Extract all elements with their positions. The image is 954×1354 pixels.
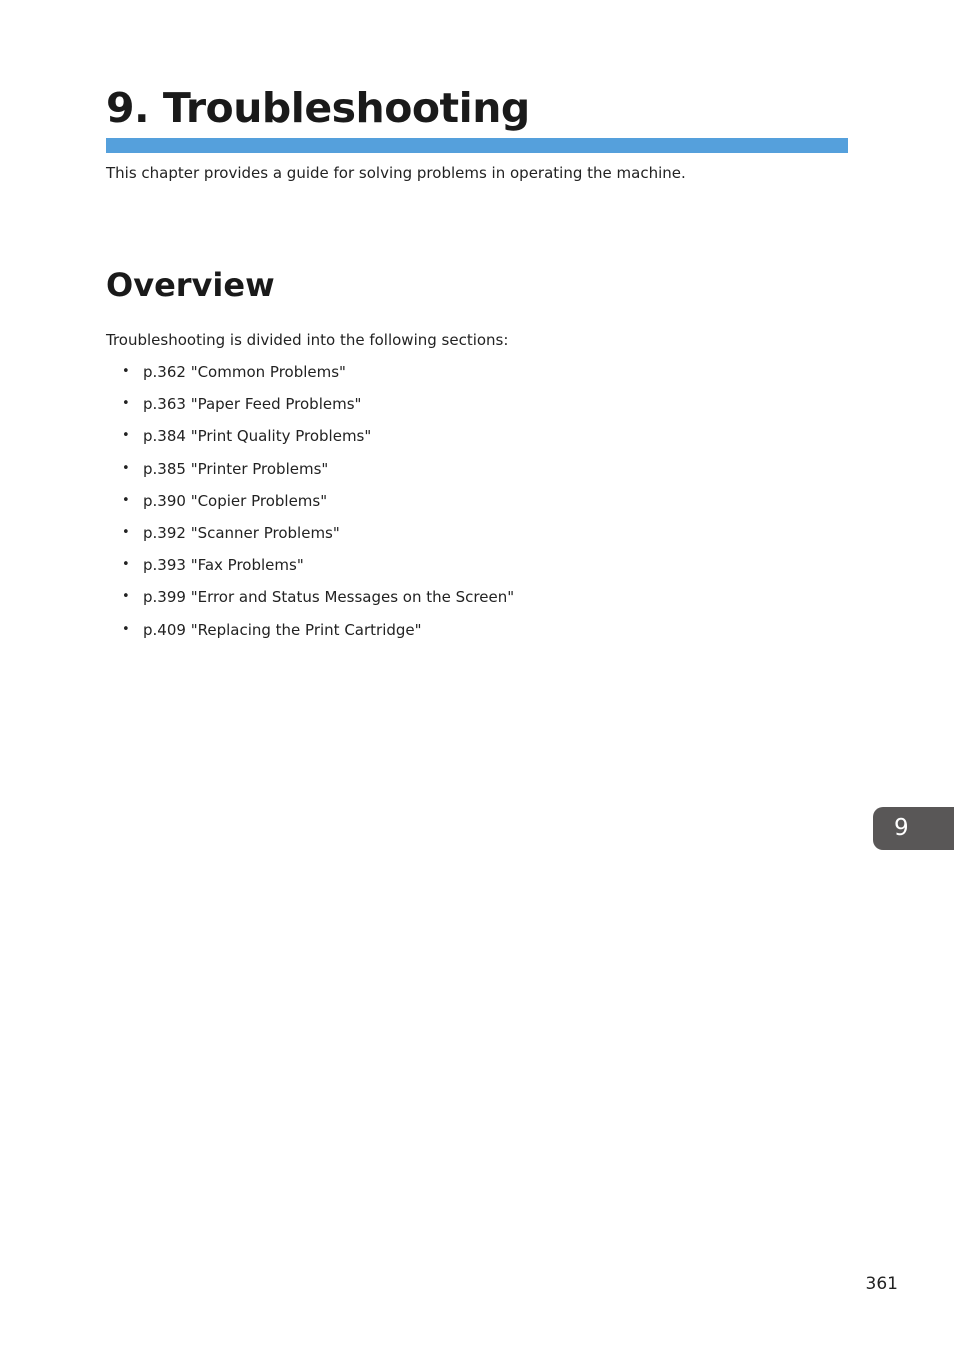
section-link[interactable]: p.362 "Common Problems" [143,363,346,381]
chapter-side-tab [873,807,954,850]
list-item [106,490,514,522]
chapter-title: 9. Troubleshooting [106,84,530,132]
chapter-intro: This chapter provides a guide for solving problems in operating the machine. [106,164,686,182]
section-link[interactable]: p.393 "Fax Problems" [143,556,304,575]
section-title: Overview [106,266,275,304]
bullet-icon: • [122,364,130,379]
list-item [106,393,514,425]
chapter-accent-bar [106,138,848,153]
bullet-icon: • [122,589,130,605]
list-item [106,586,514,618]
section-link[interactable]: p.409 "Replacing the Print Cartridge" [143,620,422,639]
section-link[interactable]: p.384 "Print Quality Problems" [143,427,372,446]
bullet-icon: • [122,396,130,412]
list-item [106,361,514,393]
section-link-list [106,361,514,651]
bullet-icon: • [122,460,130,476]
chapter-tab-label: 9 [894,815,909,841]
bullet-icon: • [122,428,130,444]
bullet-icon: • [122,557,130,573]
section-link[interactable]: p.385 "Printer Problems" [143,459,329,478]
list-item [106,425,514,457]
list-item [106,458,514,490]
section-link[interactable]: p.392 "Scanner Problems" [143,523,340,542]
page-number: 361 [865,1274,898,1294]
bullet-icon: • [122,621,130,637]
section-link[interactable]: p.363 "Paper Feed Problems" [143,395,362,414]
section-link[interactable]: p.399 "Error and Status Messages on the Screen" [143,588,515,607]
list-item [106,619,514,651]
section-intro: Troubleshooting is divided into the following sections: [106,331,509,349]
section-link[interactable]: p.390 "Copier Problems" [143,491,328,510]
list-item [106,554,514,586]
bullet-icon: • [122,524,130,540]
bullet-icon: • [122,492,130,508]
list-item [106,522,514,554]
